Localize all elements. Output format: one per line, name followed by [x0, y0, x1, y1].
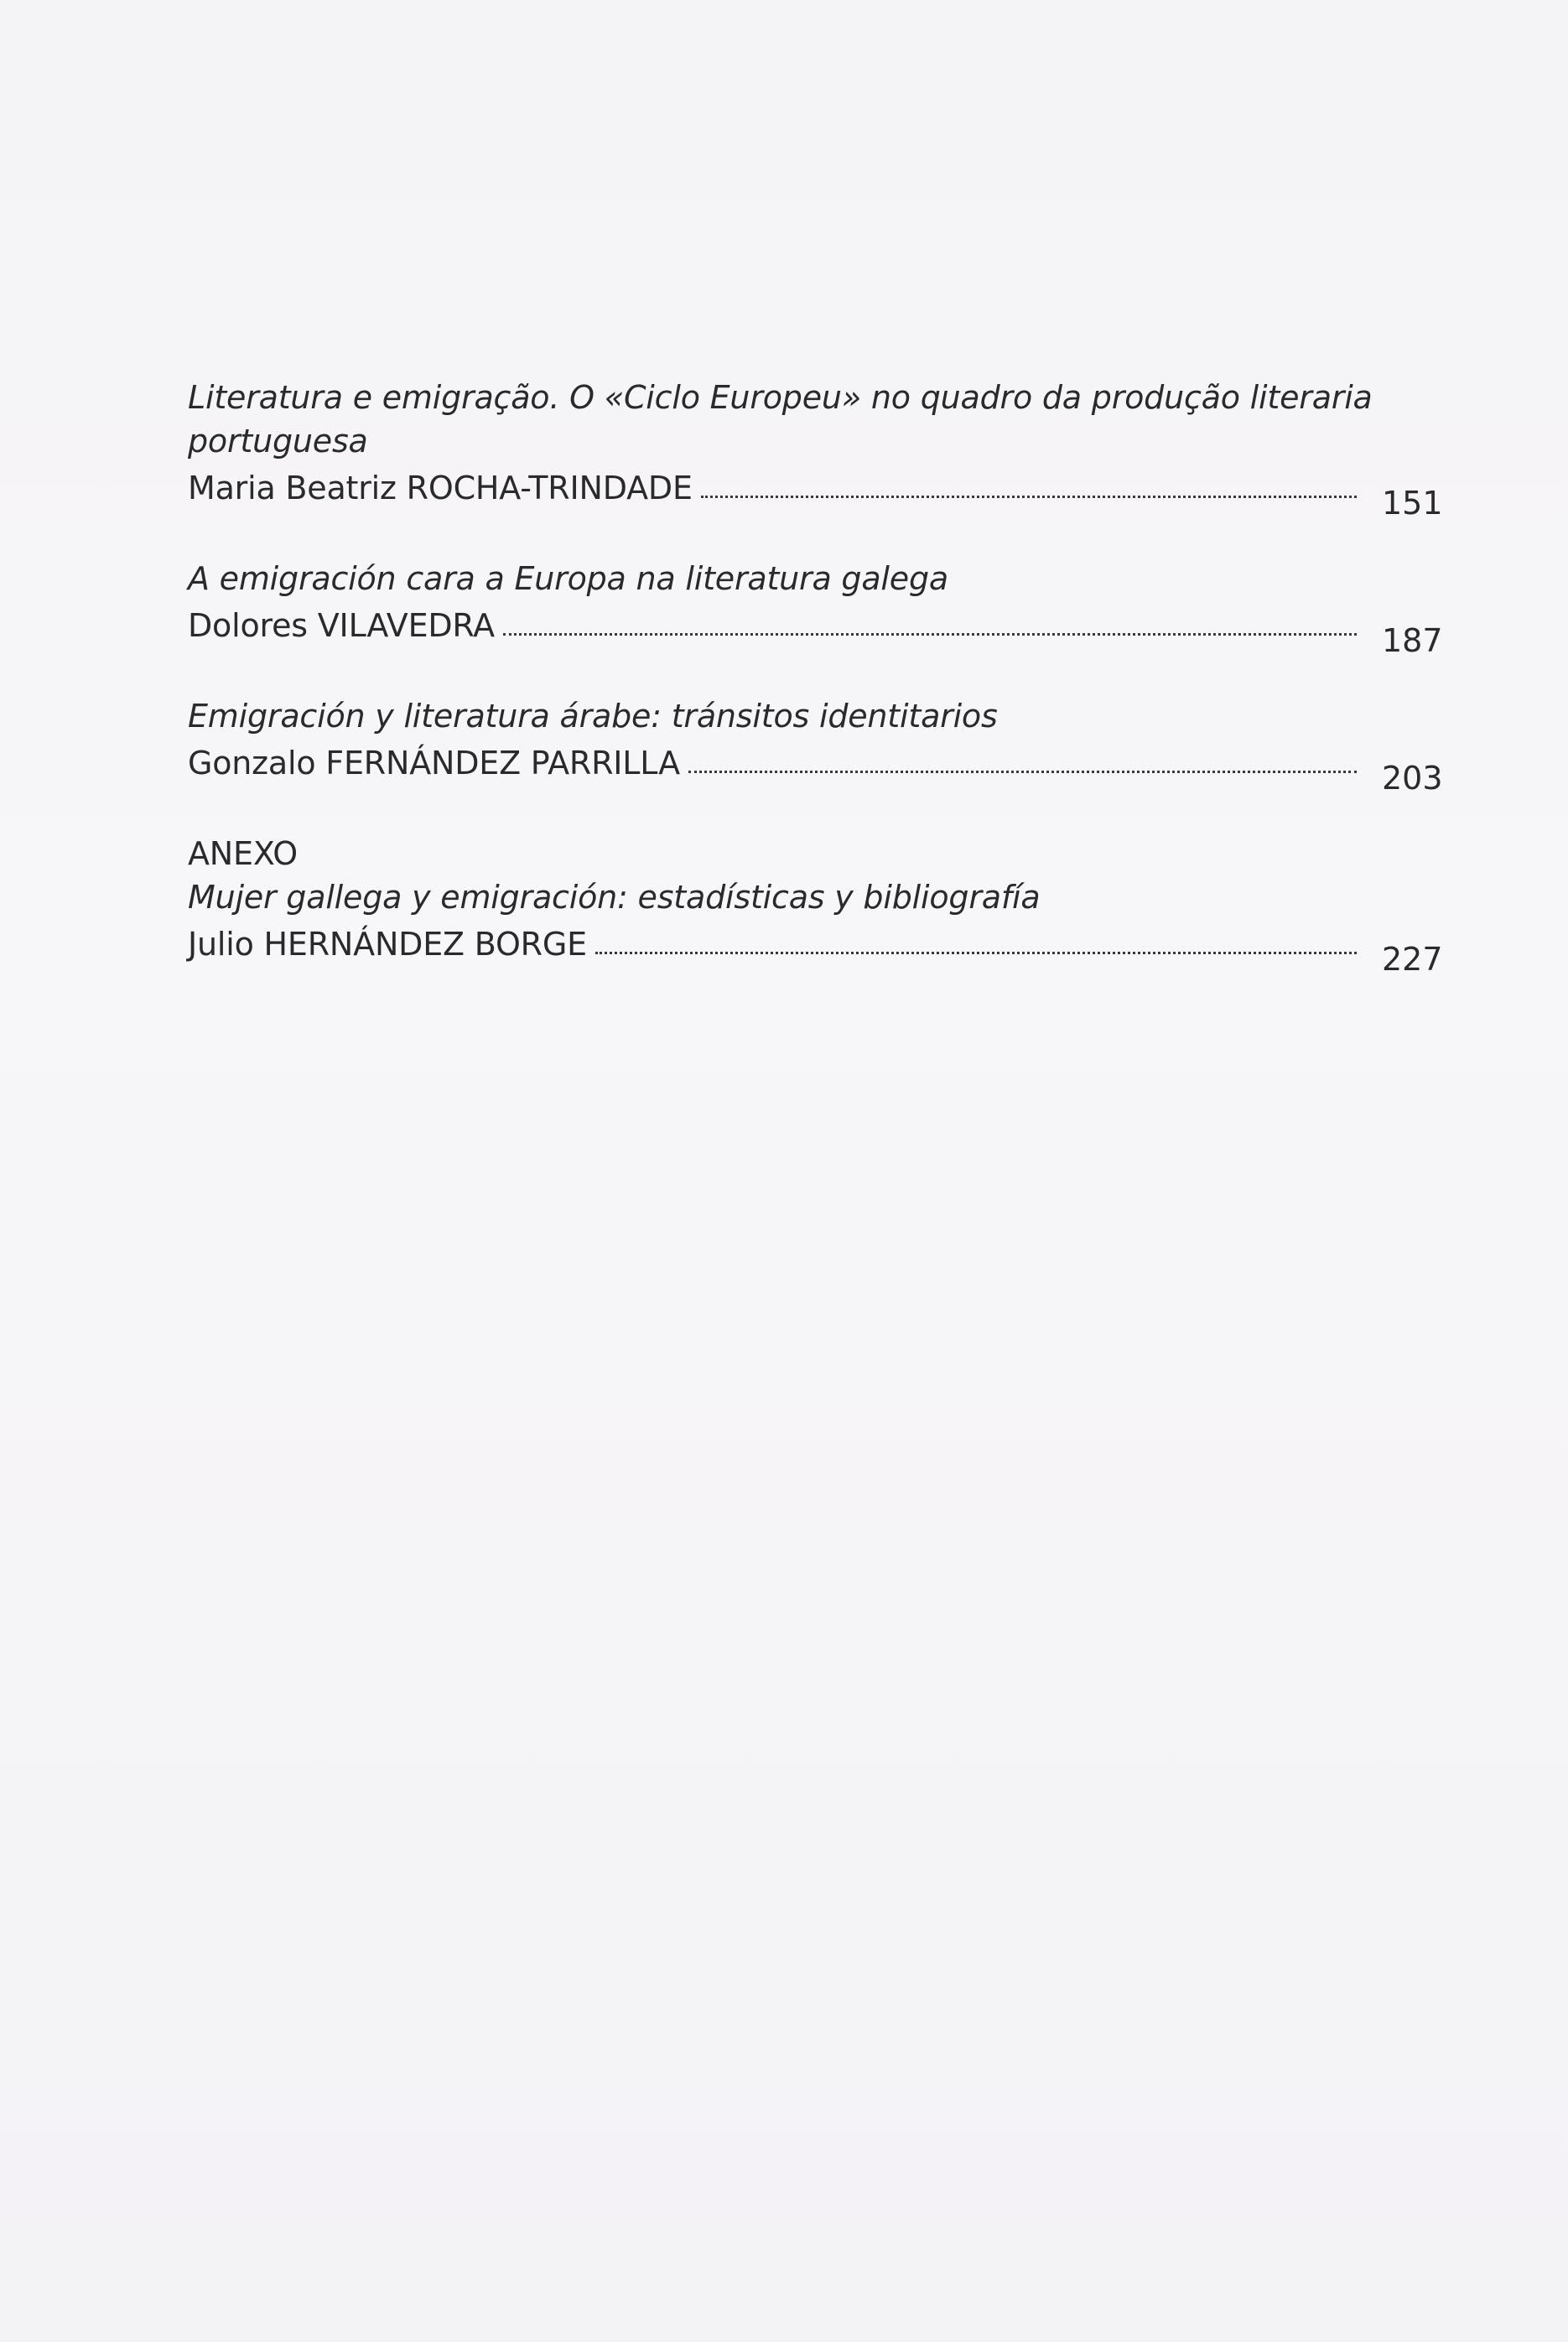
page-number: 151 [1382, 485, 1443, 522]
entry-title: A emigración cara a Europa na literatura galega [188, 560, 948, 597]
page-number: 187 [1382, 622, 1443, 659]
page-number: 227 [1382, 941, 1443, 978]
toc-entry [188, 694, 1443, 797]
entry-author: Dolores VILAVEDRA [188, 607, 495, 644]
toc-entry [188, 832, 1443, 978]
entry-author: Maria Beatriz ROCHA-TRINDADE [188, 470, 693, 506]
toc-entry [188, 557, 1443, 659]
section-heading: ANEXO [188, 835, 298, 872]
dot-leader [688, 771, 1357, 773]
author-row [188, 463, 1443, 522]
author-row [188, 919, 1443, 978]
dot-leader [503, 633, 1357, 636]
table-of-contents [188, 376, 1443, 978]
entry-author: Julio HERNÁNDEZ BORGE [188, 926, 587, 963]
entry-author: Gonzalo FERNÁNDEZ PARRILLA [188, 745, 680, 782]
entry-title: portuguesa [188, 423, 368, 460]
dot-leader [595, 952, 1357, 954]
author-row [188, 738, 1443, 797]
entry-title: Emigración y literatura árabe: tránsitos identitarios [188, 698, 998, 735]
toc-entry [188, 376, 1443, 522]
entry-title: Mujer gallega y emigración: estadísticas y bibliografía [188, 879, 1041, 916]
author-row [188, 600, 1443, 659]
page-number: 203 [1382, 760, 1443, 797]
entry-title: Literatura e emigração. O «Ciclo Europeu» no quadro da produção literaria [188, 379, 1373, 416]
dot-leader [701, 496, 1357, 498]
